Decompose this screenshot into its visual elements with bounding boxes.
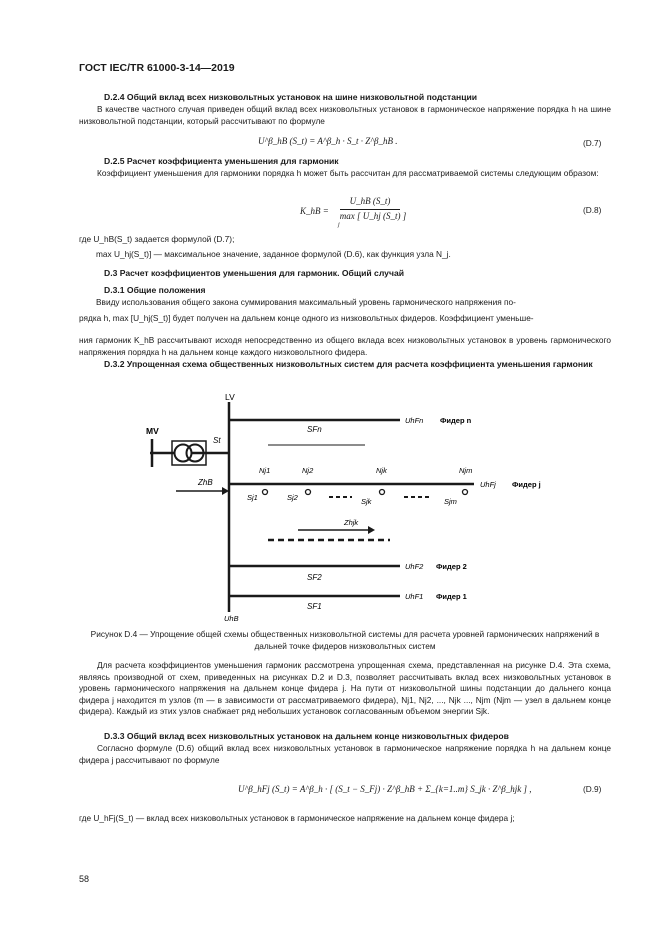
paragraph-d24: В качестве частного случая приведен общий вклад всех низковольтных установок в гармоническое напряжение порядка h на шине низковольтной подстанции, который рассчитывают по формуле [79,104,611,126]
where-line-1: где U_hB(S_t) задается формулой (D.7); [79,234,235,244]
where-line-2: max U_hj(S_t)] — максимальное значение, заданное формулой (D.6), как функция узла N_j. [96,249,451,259]
ubf1-label: UhF1 [405,592,424,601]
formula-d8-subscript: j [338,222,340,228]
formula-d8-numerator: U_hB (S_t) [349,196,391,206]
paragraph-d31-line2: рядка h, max [U_hj(S_t)] будет получен на дальнем конце одного из низковольтных фидеров. Коэффициент уменьше- [79,313,534,323]
paragraph-d33: Согласно формуле (D.6) общий вклад всех низковольтных установок в гармоническое напряжение порядка h на дальнем конце фидера j рассчитывают по формуле [79,743,611,765]
formula-d7: U^β_hB (S_t) = A^β_h · S_t · Z^β_hB . [258,136,398,146]
node-marker [306,490,311,495]
section-title-d31: D.3.1 Общие положения [104,285,206,295]
zhjk-label: Zhjk [344,518,359,527]
load-label: Sjk [361,497,372,506]
section-title-d3: D.3 Расчет коэффициентов уменьшения для гармоник. Общий случай [104,268,405,278]
lv-label: LV [225,392,235,402]
node-njm [444,466,472,506]
ubfj-label: UhFj [480,480,496,489]
node-label: Nj2 [302,466,314,475]
formula-d8 [300,196,410,232]
sf2-label: SF2 [307,573,322,582]
section-title-d24: D.2.4 Общий вклад всех низковольтных установок на шине низковольтной подстанции [104,92,478,102]
paragraph-d31-line1: Ввиду использования общего закона суммирования максимальный уровень гармонического напряжения по- [96,297,516,307]
zhb-label: ZhB [198,478,213,487]
sfn-label: SFn [307,425,322,434]
section-title-d33: D.3.3 Общий вклад всех низковольтных установок на дальнем конце низковольтных фидеров [104,731,509,741]
sf1-label: SF1 [307,602,322,611]
section-title-d32: D.3.2 Упрощенная схема общественных низковольтных систем для расчета коэффициента уменьшения гармоник [104,359,593,369]
node-marker [463,490,468,495]
fraction-bar [340,209,400,210]
paragraph-d31-line3: ния гармоник K_hB рассчитывают исходя непосредственно из общего вклада всех низковольтных установок в уровень гармонического напряжения порядка h на дальнем конце каждого низковольтного фидера. [79,335,611,357]
node-njk [361,466,388,506]
document-header: ГОСТ IEC/TR 61000-3-14—2019 [79,62,235,74]
paragraph-body: Для расчета коэффициентов уменьшения гармоник рассмотрена упрощенная схема, представленная на рисунке D.4. Эта схема, являясь производной от схем, приведенных на рисунках D.2 и D.3, позволяет рассчитывать вклад всех низковольтных установок в уровень гармонического напряжения на дальнем конце фидера j. На пути от низковольтной шины подстанции до дальнего конца фидера j находится m узлов (m — в зависимости от рассматриваемого фидера), Nj1, Nj2, ..., Njk ..., Njm (Njm — узел в дальнем конце фидера). Каждый из этих узлов снабжает ряд небольших установок согласованным объемом энергии Sjk. [79,660,611,717]
formula-d8-lhs: K_hB = [300,206,329,216]
formula-d9: U^β_hFj (S_t) = A^β_h · [ (S_t − S_Fj) · Z^β_hB + Σ_{k=1..m} S_jk · Z^β_hjk ] , [238,784,532,794]
node-label: Nj1 [259,466,271,475]
mv-label: MV [146,426,159,436]
equation-number-d9: (D.9) [583,784,602,794]
node-marker [380,490,385,495]
page-number: 58 [79,874,90,884]
load-label: Sj2 [287,493,298,502]
uhb-label: UhB [224,614,239,623]
equation-number-d7: (D.7) [583,138,602,148]
formula-d8-denominator: max [ U_hj (S_t) ] [339,211,407,221]
ubf2-label: UhF2 [405,562,424,571]
ubfn-label: UhFn [405,416,424,425]
where-d9: где U_hFj(S_t) — вклад всех низковольтных установок в гармоническое напряжение на дальнем конце фидера j; [79,813,515,823]
paragraph-d25: Коэффициент уменьшения для гармоники порядка h может быть рассчитан для рассматриваемой системы следующим образом: [97,168,599,178]
load-label: Sjm [444,497,457,506]
feeder-1-label: Фидер 1 [436,592,467,601]
section-title-d25: D.2.5 Расчет коэффициента уменьшения для гармоник [104,156,339,166]
node-label: Njk [376,466,387,475]
zhjk-arrow-head [368,526,375,534]
feeder-n-label: Фидер n [440,416,472,425]
equation-number-d8: (D.8) [583,205,602,215]
node-label: Njm [459,466,473,475]
feeder-j-label: Фидер j [512,480,541,489]
st-label: St [213,436,221,445]
feeder-2-label: Фидер 2 [436,562,467,571]
lv-system-diagram [0,380,661,625]
node-marker [263,490,268,495]
figure-caption: Рисунок D.4 — Упрощение общей схемы общественных низковольтной системы для расчета уровней гармонических напряжений в дальней точке фидеров низковольтных систем [90,629,600,651]
load-label: Sj1 [247,493,258,502]
